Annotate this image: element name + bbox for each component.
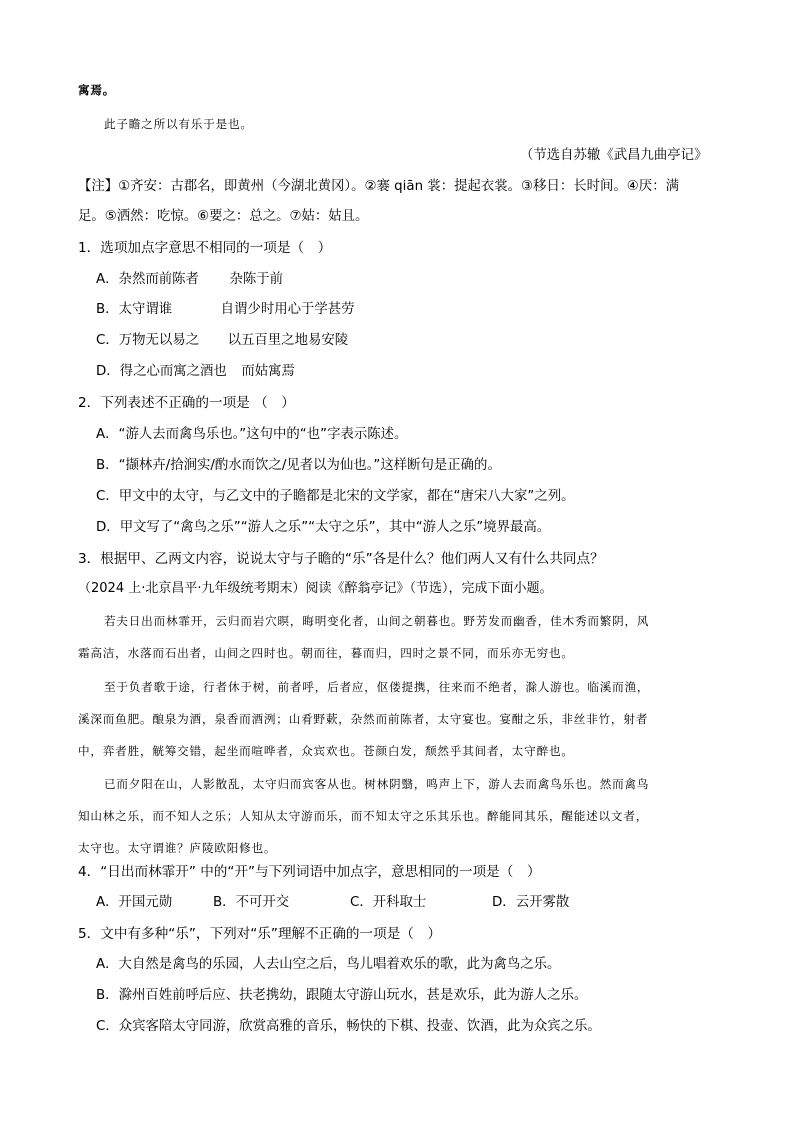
q2-option-c: C．甲文中的太守，与乙文中的子瞻都是北宋的文学家，都在“唐宋八大家”之列。 (96, 489, 575, 504)
q1-option-b-phrase-2: 自谓少时用心于学甚劳 (220, 302, 355, 317)
q1-option-a-phrase-1: A．杂然而前陈者 (96, 272, 199, 287)
q4-option-b: B．不可开交 (213, 895, 290, 910)
passage-para3-line1: 已而夕阳在山，人影散乱，太守归而宾客从也。树林阴翳，鸣声上下，游人去而禽鸟乐也。然而禽鸟 (104, 777, 650, 791)
q1-option-d-phrase-1: D．得之心而寓之酒也 (96, 364, 227, 379)
notes-line-2: 足。⑤洒然：吃惊。⑥要之：总之。⑦姑：姑且。 (78, 209, 369, 224)
question-3-stem: 3．根据甲、乙两文内容，说说太守与子瞻的“乐”各是什么？他们两人又有什么共同点？ (78, 551, 604, 567)
q1-option-d (96, 362, 295, 382)
question-2-stem: 2．下列表述不正确的一项是 （ ） (78, 395, 295, 411)
section-intro: （2024 上·北京昌平·九年级统考期末）阅读《醉翁亭记》（节选），完成下面小题。 (78, 581, 553, 596)
q1-option-d-phrase-2: 而姑寓焉 (241, 364, 295, 379)
question-4-stem: 4．“日出而林霏开” 中的“开”与下列词语中加点字，意思相同的一项是（ ） (78, 864, 541, 880)
q5-option-b: B．滁州百姓前呼后应、扶老携幼，跟随太守游山玩水，甚是欢乐，此为游人之乐。 (96, 988, 588, 1003)
notes-line-1: 【注】①齐安：古郡名，即黄州（今湖北黄冈）。②褰 qiān 裳：提起衣裳。③移日：长时间。④厌：满 (78, 179, 679, 194)
q2-option-a: A．“游人去而禽鸟乐也。”这句中的“也”字表示陈述。 (96, 427, 408, 442)
q4-option-a: A．开国元勋 (96, 895, 173, 910)
q4-option-d: D．云开雾散 (492, 895, 570, 910)
passage-conclusion: 此子瞻之所以有乐于是也。 (104, 117, 253, 131)
passage-para3-line2: 知山林之乐，而不知人之乐；人知从太守游而乐，而不知太守之乐其乐也。醉能同其乐，醒能述以文者， (78, 809, 649, 823)
passage-para2-line1: 至于负者歌于途，行者休于树，前者呼，后者应，伛偻提携，往来而不绝者，滁人游也。临溪而渔， (104, 680, 650, 694)
q1-option-a (96, 270, 283, 290)
q2-option-d: D．甲文写了“禽鸟之乐”“游人之乐”“太守之乐”，其中“游人之乐”境界最高。 (96, 520, 551, 535)
passage-para2-line2: 溪深而鱼肥。酿泉为酒，泉香而酒洌；山肴野蔌，杂然而前陈者，太守宴也。宴酣之乐，非丝非竹，射者 (78, 712, 649, 726)
question-1-stem: 1．选项加点字意思不相同的一项是（ ） (78, 240, 332, 256)
q1-option-b (96, 300, 355, 320)
q1-option-a-phrase-2: 杂陈于前 (229, 272, 283, 287)
passage-para1-line2: 霜高洁，水落而石出者，山间之四时也。朝而往，暮而归，四时之景不同，而乐亦无穷也。 (78, 646, 574, 660)
q1-option-c-phrase-1: C．万物无以易之 (96, 333, 200, 348)
passage-source: （节选自苏辙《武昌九曲亭记》 (520, 148, 708, 163)
q1-option-c-phrase-2: 以五百里之地易安陵 (227, 333, 349, 348)
question-5-stem: 5．文中有多种“乐”，下列对“乐”理解不正确的一项是（ ） (78, 926, 442, 942)
passage-para3-line3: 太守也。太守谓谁？庐陵欧阳修也。 (78, 841, 277, 855)
q4-option-c: C．开科取士 (350, 895, 427, 910)
q1-option-b-phrase-1: B．太守谓谁 (96, 302, 173, 317)
passage-end-line: 寓焉。 (78, 83, 116, 97)
passage-para1-line1: 若夫日出而林霏开，云归而岩穴暝，晦明变化者，山间之朝暮也。野芳发而幽香，佳木秀而繁阴，风 (104, 614, 650, 628)
q5-option-c: C．众宾客陪太守同游，欣赏高雅的音乐，畅快的下棋、投壶、饮酒，此为众宾之乐。 (96, 1019, 601, 1034)
q5-option-a: A．大自然是禽鸟的乐园，人去山空之后，鸟儿唱着欢乐的歌，此为禽鸟之乐。 (96, 957, 561, 972)
q2-option-b: B．“撷林卉/拾涧实/酌水而饮之/见者以为仙也。”这样断句是正确的。 (96, 458, 501, 473)
passage-para2-line3: 中，弈者胜，觥筹交错，起坐而喧哗者，众宾欢也。苍颜白发，颓然乎其间者，太守醉也。 (78, 744, 574, 758)
q1-option-c (96, 331, 348, 351)
